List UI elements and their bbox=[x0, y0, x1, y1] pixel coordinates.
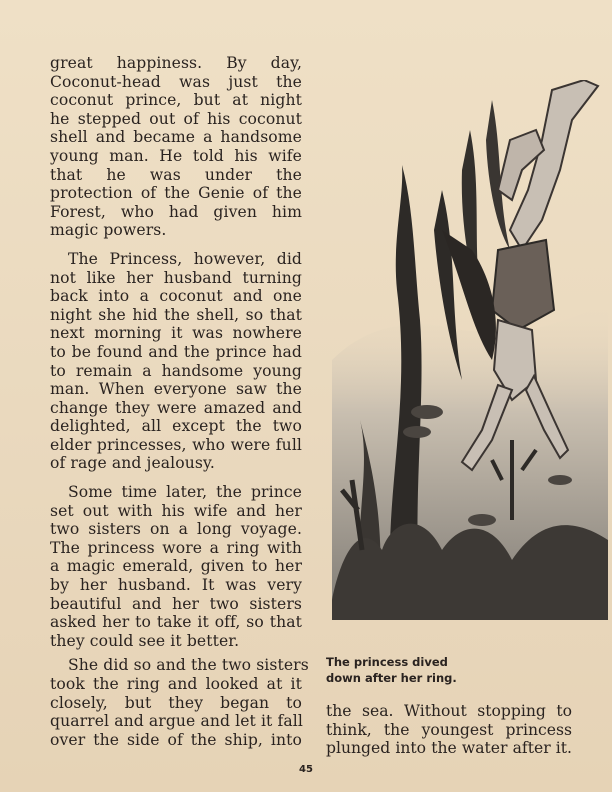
fish bbox=[403, 426, 431, 438]
text-line: that he was under the bbox=[50, 165, 302, 184]
text-line: coconut prince, but at night bbox=[50, 91, 302, 110]
text-line: next morning it was nowhere bbox=[50, 324, 302, 343]
text-line: The Princess, however, did bbox=[68, 249, 302, 268]
text-line: asked her to take it off, so that bbox=[50, 613, 302, 632]
illustration-caption bbox=[326, 654, 526, 686]
text-line: set out with his wife and her bbox=[50, 501, 302, 520]
caption-line: The princess dived bbox=[326, 655, 448, 669]
page-number: 45 bbox=[299, 764, 313, 775]
text-line: think, the youngest princess bbox=[326, 720, 572, 739]
text-line: quarrel and argue and let it fall bbox=[50, 712, 303, 731]
text-line: shell and became a handsome bbox=[50, 128, 302, 147]
text-line: Coconut-head was just the bbox=[50, 72, 302, 91]
fish bbox=[411, 405, 443, 419]
text-line: magic powers. bbox=[50, 221, 167, 240]
text-line: man. When everyone saw the bbox=[50, 380, 302, 399]
diver-skirt bbox=[492, 240, 554, 330]
text-line: took the ring and looked at it bbox=[50, 675, 302, 693]
paragraph-4 bbox=[50, 656, 309, 749]
text-line: elder princesses, who were full bbox=[50, 435, 302, 454]
text-line: She did so and the two sisters bbox=[68, 656, 309, 675]
text-line: they could see it better. bbox=[50, 631, 240, 650]
text-line: by her husband. It was very bbox=[50, 576, 302, 595]
text-line: back into a coconut and one bbox=[50, 287, 302, 306]
text-line: beautiful and her two sisters bbox=[50, 594, 302, 613]
text-line: to remain a handsome young bbox=[50, 361, 302, 380]
paragraph-1 bbox=[50, 54, 302, 240]
paragraph-2 bbox=[50, 250, 302, 473]
right-text-column bbox=[326, 702, 572, 758]
fish bbox=[548, 475, 572, 485]
text-line: not like her husband turning bbox=[50, 268, 302, 287]
text-line: a magic emerald, given to her bbox=[50, 557, 302, 576]
text-line: to be found and the prince had bbox=[50, 342, 302, 361]
text-line: The princess wore a ring with bbox=[50, 538, 302, 557]
underwater-illustration bbox=[322, 80, 610, 640]
text-line: protection of the Genie of the bbox=[50, 184, 302, 203]
text-line: change they were amazed and bbox=[50, 398, 302, 417]
fish bbox=[468, 514, 496, 526]
text-line: Some time later, the prince bbox=[68, 483, 302, 502]
text-line: over the side of the ship, into bbox=[50, 730, 302, 749]
text-line: Forest, who had given him bbox=[50, 202, 302, 221]
left-text-column bbox=[50, 54, 309, 759]
text-line: night she hid the shell, so that bbox=[50, 305, 302, 324]
text-line: he stepped out of his coconut bbox=[50, 109, 302, 128]
paragraph-3 bbox=[50, 483, 302, 650]
text-line: great happiness. By day, bbox=[50, 54, 302, 72]
text-line: closely, but they began to bbox=[50, 693, 302, 712]
text-line: young man. He told his wife bbox=[50, 146, 302, 165]
text-line: of rage and jealousy. bbox=[50, 454, 215, 473]
text-line: plunged into the water after it. bbox=[326, 739, 572, 758]
text-line: the sea. Without stopping to bbox=[326, 702, 572, 720]
text-line: two sisters on a long voyage. bbox=[50, 520, 302, 539]
text-line: delighted, all except the two bbox=[50, 417, 302, 436]
caption-line: down after her ring. bbox=[326, 671, 457, 685]
